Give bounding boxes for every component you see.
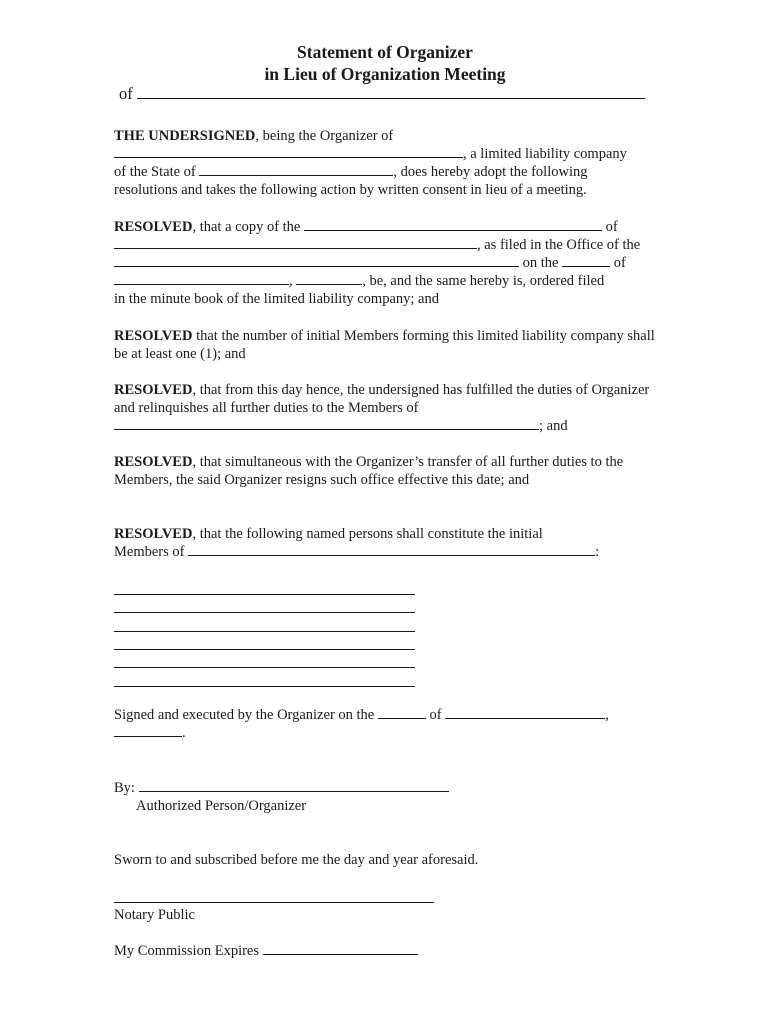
undersigned-text5: resolutions and takes the following action by written consent in lieu of a meeting. — [114, 182, 587, 198]
undersigned-text1: , being the Organizer of — [255, 128, 394, 144]
member-name-line-1[interactable] — [114, 594, 415, 595]
undersigned-text4: , does hereby adopt the following — [393, 164, 588, 180]
signed-text1: Signed and executed by the Organizer on the — [114, 707, 375, 723]
resolved-initial-text1: , that the following named persons shall constitute the initial — [192, 526, 543, 542]
resolved-resign-text: , that simultaneous with the Organizer’s transfer of all further duties to the Members, the said Organizer resigns such office effective this date; and — [114, 454, 624, 488]
resolved-copy-text4: on the — [522, 255, 559, 271]
resolved-initial-paragraph — [114, 525, 659, 561]
resolved-copy-text1: , that a copy of the — [192, 219, 301, 235]
month-blank[interactable] — [114, 272, 289, 285]
members-of-blank[interactable] — [114, 417, 539, 430]
commission-expires-blank[interactable] — [263, 942, 418, 955]
day-blank[interactable] — [562, 254, 610, 267]
signed-text3: , — [605, 707, 609, 723]
resolved-copy-lead: RESOLVED — [114, 219, 193, 235]
signed-text2: of — [429, 707, 442, 723]
undersigned-lead: THE UNDERSIGNED — [114, 128, 256, 144]
signer-caption: Authorized Person/Organizer — [136, 798, 307, 814]
member-name-line-6[interactable] — [114, 686, 415, 687]
signed-day-blank[interactable] — [378, 706, 426, 719]
resolved-resign-paragraph — [114, 453, 659, 489]
resolved-duties-text1: , that from this day hence, the undersigned has fulfilled the duties of Organizer and relinquishes all further duties to the Members of — [114, 382, 650, 416]
commission-expires-label: My Commission Expires — [114, 943, 260, 959]
member-name-line-3[interactable] — [114, 631, 415, 632]
document-type-blank[interactable] — [304, 218, 602, 231]
resolved-copy-text3: , as filed in the Office of the — [477, 237, 641, 253]
year-blank[interactable] — [296, 272, 362, 285]
undersigned-text3: of the State of — [114, 164, 196, 180]
document-title-line2: in Lieu of Organization Meeting — [264, 64, 506, 84]
notary-public-label: Notary Public — [114, 907, 195, 923]
member-name-line-4[interactable] — [114, 649, 415, 650]
office-blank[interactable] — [114, 254, 519, 267]
member-name-line-5[interactable] — [114, 667, 415, 668]
resolved-members-paragraph — [114, 327, 659, 363]
title-of-line — [119, 84, 645, 104]
resolved-initial-lead: RESOLVED — [114, 526, 193, 542]
signed-executed-paragraph — [114, 706, 659, 742]
of-label: of — [119, 84, 133, 103]
document-title-line1: Statement of Organizer — [297, 42, 473, 62]
resolved-copy-paragraph — [114, 218, 659, 308]
organizer-company-blank[interactable] — [114, 145, 463, 158]
commission-expires-line — [114, 942, 418, 960]
state-blank[interactable] — [199, 163, 393, 176]
sworn-statement: Sworn to and subscribed before me the day and year aforesaid. — [114, 852, 479, 868]
resolved-copy-text7: , be, and the same hereby is, ordered filed — [362, 273, 605, 289]
organizer-signature-blank[interactable] — [139, 779, 449, 792]
resolved-members-lead: RESOLVED — [114, 328, 193, 344]
company-name-blank[interactable] — [137, 84, 645, 99]
signed-text4: . — [182, 725, 186, 741]
initial-members-company-blank[interactable] — [188, 543, 595, 556]
signed-year-blank[interactable] — [114, 724, 182, 737]
resolved-duties-lead: RESOLVED — [114, 382, 193, 398]
resolved-initial-text2: Members of — [114, 544, 185, 560]
resolved-members-text: that the number of initial Members forming this limited liability company shall be at least one (1); and — [114, 328, 655, 362]
member-name-line-2[interactable] — [114, 612, 415, 613]
notary-signature-line[interactable] — [114, 902, 434, 903]
by-label: By: — [114, 780, 135, 796]
resolved-copy-text2: of — [605, 219, 618, 235]
resolved-initial-text3: : — [595, 544, 600, 560]
resolved-resign-lead: RESOLVED — [114, 454, 193, 470]
resolved-copy-text5: of — [613, 255, 626, 271]
signed-month-blank[interactable] — [445, 706, 605, 719]
undersigned-text2: , a limited liability company — [463, 146, 627, 162]
resolved-duties-text2: ; and — [539, 418, 568, 434]
resolved-copy-text6: , — [289, 273, 293, 289]
filed-company-blank[interactable] — [114, 236, 477, 249]
by-signature-line — [114, 779, 449, 797]
resolved-duties-paragraph — [114, 381, 659, 435]
undersigned-paragraph — [114, 127, 659, 199]
resolved-copy-text8: in the minute book of the limited liability company; and — [114, 291, 439, 307]
